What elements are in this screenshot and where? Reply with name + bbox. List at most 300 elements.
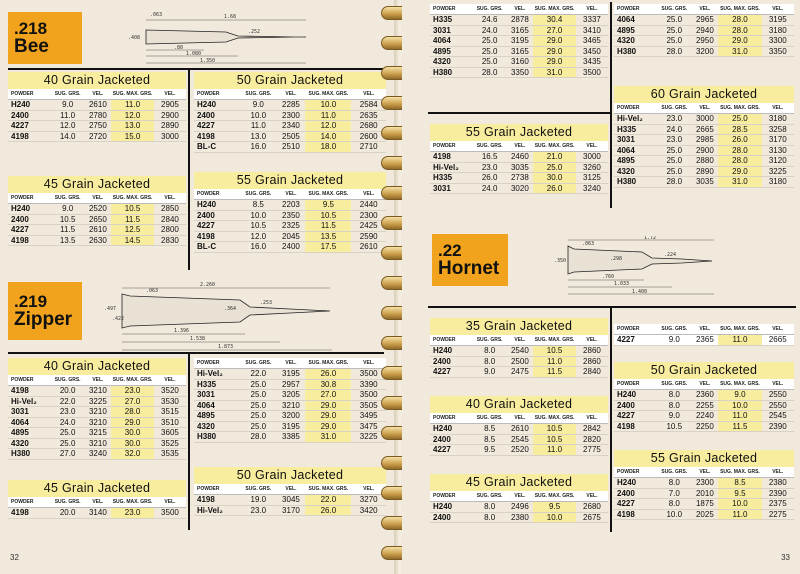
table-row — [430, 513, 608, 524]
table-row — [614, 411, 794, 422]
table-cell: H380 — [197, 432, 217, 441]
column-header: VEL. — [92, 91, 104, 97]
column-header: SUG. GRS. — [54, 195, 81, 201]
table-cell: 8.0 — [484, 502, 496, 511]
table-cell: 8.0 — [484, 356, 496, 366]
column-header: VEL. — [772, 6, 784, 12]
table-cell: 2840 — [583, 367, 601, 376]
table-cell: Hi-Vel₂ — [197, 369, 223, 378]
table-title: 35 Grain Jacketed — [430, 318, 608, 335]
table-cell: 3465 — [583, 36, 601, 45]
table-header — [8, 89, 186, 100]
table-cell: 3035 — [510, 162, 529, 172]
table-cell: 25.0 — [666, 156, 683, 165]
table-cell: Hi-Vel₂ — [433, 162, 459, 172]
column-header: SUG. MAX. GRS. — [112, 499, 153, 505]
table-cell: 30.0 — [111, 428, 154, 438]
table-cell: H335 — [197, 379, 217, 389]
table-cell: 26.0 — [305, 369, 351, 379]
table-row — [8, 386, 186, 397]
table-cell: 27.0 — [533, 26, 576, 36]
table-cell: 4198 — [197, 131, 215, 141]
caliber-number: .219 — [14, 292, 48, 311]
table-cell: 23.0 — [59, 407, 76, 416]
column-header: POWDER — [197, 91, 220, 97]
table-cell: 8.0 — [484, 512, 496, 522]
hornet-40gr-table — [430, 396, 608, 456]
dim-label: .422 — [112, 316, 125, 322]
cartridge-label-218-bee — [8, 12, 82, 64]
table-cell: 25.0 — [666, 15, 683, 24]
table-cell: 10.5 — [666, 421, 683, 431]
table-cell: 4320 — [11, 438, 29, 448]
table-cell: 3270 — [359, 495, 378, 504]
table-cell: 29.0 — [533, 47, 576, 57]
column-divider — [610, 2, 612, 208]
column-header: VEL. — [363, 360, 375, 366]
column-header: SUG. GRS. — [54, 91, 81, 97]
column-header: VEL. — [514, 6, 526, 12]
table-row — [430, 435, 608, 446]
table-row — [8, 225, 186, 236]
table-cell: 9.0 — [484, 367, 496, 376]
dim-label: 1.873 — [218, 344, 234, 350]
dim-label: 1.538 — [190, 336, 206, 342]
table-cell: 22.0 — [250, 369, 267, 378]
table-row — [430, 424, 608, 435]
left-page — [0, 0, 396, 574]
table-cell: 10.0 — [250, 110, 267, 120]
dim-label: .224 — [664, 252, 677, 258]
table-cell: 9.0 — [668, 335, 680, 344]
column-header: VEL. — [363, 191, 375, 197]
column-header: SUG. GRS. — [245, 486, 272, 492]
hornet-cartridge-drawing — [552, 236, 792, 298]
table-cell: 10.0 — [305, 100, 351, 110]
table-cell: 3420 — [359, 505, 378, 515]
table-title: 45 Grain Jacketed — [430, 474, 608, 491]
table-cell: 10.0 — [666, 509, 683, 519]
table-row — [430, 346, 608, 357]
table-cell: 3500 — [359, 390, 378, 399]
table-cell: 11.5 — [111, 215, 154, 225]
table-cell: 25.0 — [533, 163, 576, 173]
table-cell: 2496 — [510, 502, 529, 511]
column-header: SUG. MAX. GRS. — [534, 415, 575, 421]
column-header: SUG. GRS. — [245, 91, 272, 97]
table-cell: H240 — [433, 424, 453, 433]
column-header: POWDER — [11, 91, 34, 97]
table-cell: 4198 — [617, 421, 635, 431]
table-cell: 10.5 — [533, 346, 576, 356]
table-cell: 17.5 — [305, 242, 351, 252]
column-header: POWDER — [11, 195, 34, 201]
column-header: VEL. — [92, 195, 104, 201]
table-cell: 8.5 — [484, 424, 496, 433]
table-cell: 2590 — [359, 231, 378, 241]
column-header: VEL. — [285, 91, 297, 97]
table-cell: 3140 — [88, 508, 107, 517]
table-cell: 2440 — [359, 200, 378, 209]
table-cell: 3180 — [768, 25, 787, 35]
column-header: POWDER — [197, 191, 220, 197]
table-cell: 2860 — [583, 356, 601, 366]
table-row — [194, 495, 386, 506]
dim-label: .408 — [128, 35, 141, 41]
table-row — [194, 390, 386, 401]
table-cell: 3410 — [583, 25, 601, 35]
table-cell: 27.0 — [111, 397, 154, 407]
table-cell: 10.0 — [718, 499, 761, 509]
table-cell: H240 — [197, 100, 217, 109]
table-cell: 2965 — [695, 15, 714, 24]
table-cell: 27.0 — [305, 390, 351, 400]
table-cell: 19.0 — [250, 495, 267, 504]
table-cell: 2350 — [282, 210, 300, 220]
column-header: VEL. — [699, 469, 711, 475]
column-header: SUG. GRS. — [54, 499, 81, 505]
zipper-cont-table — [194, 358, 386, 443]
column-header: VEL. — [92, 499, 104, 505]
table-row — [194, 401, 386, 412]
table-cell: 2400 — [282, 242, 300, 251]
table-cell: 2340 — [282, 121, 300, 130]
table-cell: 3120 — [768, 156, 787, 165]
table-cell: 2710 — [359, 142, 378, 151]
table-cell: 2025 — [695, 509, 714, 519]
table-cell: 4227 — [433, 445, 451, 454]
table-cell: 24.6 — [481, 15, 498, 24]
table-row — [8, 418, 186, 429]
column-header: VEL. — [164, 195, 176, 201]
table-cell: 2475 — [510, 367, 529, 376]
table-cell: 3520 — [161, 386, 179, 395]
table-cell: 2325 — [282, 221, 300, 230]
column-header: SUG. GRS. — [661, 469, 688, 475]
table-cell: 2360 — [695, 390, 714, 399]
table-cell: 2630 — [88, 235, 107, 245]
table-cell: 8.5 — [484, 434, 496, 444]
table-header — [194, 358, 386, 369]
table-row — [614, 15, 794, 26]
table-cell: 3210 — [88, 438, 107, 448]
column-header: VEL. — [164, 377, 176, 383]
table-cell: 2255 — [695, 400, 714, 410]
table-cell: BL-C — [197, 142, 217, 151]
column-header: VEL. — [363, 486, 375, 492]
table-cell: 9.0 — [668, 411, 680, 420]
dim-label: .063 — [146, 288, 159, 294]
table-cell: 2842 — [583, 424, 601, 433]
table-cell: 3130 — [768, 145, 787, 155]
table-row — [8, 508, 186, 519]
dim-label: 1.400 — [632, 289, 648, 295]
column-header: POWDER — [433, 6, 456, 12]
table-cell: 3031 — [433, 183, 451, 193]
table-cell: 8.0 — [668, 400, 680, 410]
cartridge-label-219-zipper — [8, 282, 82, 340]
hornet-35gr-table — [430, 318, 608, 378]
table-cell: 2500 — [510, 356, 529, 366]
table-cell: 2300 — [282, 110, 300, 120]
table-cell: 23.0 — [666, 135, 683, 144]
table-cell: 11.0 — [533, 357, 576, 367]
table-row — [430, 47, 608, 58]
table-cell: 3530 — [161, 396, 179, 406]
table-header — [8, 375, 186, 386]
table-row — [430, 26, 608, 37]
table-cell: 9.0 — [252, 100, 264, 109]
table-row — [614, 422, 794, 433]
bee-cartridge-drawing — [126, 6, 322, 68]
table-header — [430, 141, 608, 152]
table-cell: 20.0 — [59, 386, 76, 395]
table-cell: 3160 — [510, 57, 529, 66]
table-cell: 32.0 — [111, 449, 154, 459]
table-row — [194, 411, 386, 422]
dim-label: 1.68 — [224, 14, 237, 20]
table-cell: 8.0 — [484, 346, 496, 355]
table-cell: 9.0 — [718, 390, 761, 400]
table-cell: 11.0 — [718, 510, 761, 520]
column-header: SUG. GRS. — [476, 143, 503, 149]
table-cell: 28.5 — [718, 125, 761, 135]
table-cell: 30.0 — [533, 173, 576, 183]
page-number: 33 — [781, 553, 790, 562]
table-cell: 23.0 — [666, 114, 683, 123]
table-cell: 2900 — [695, 145, 714, 155]
table-cell: 25.0 — [666, 25, 683, 35]
column-header: SUG. GRS. — [245, 360, 272, 366]
table-row — [430, 173, 608, 184]
table-cell: 3170 — [768, 135, 787, 144]
table-cell: 25.0 — [481, 36, 498, 45]
table-cell: 2890 — [161, 121, 179, 130]
table-cell: 28.0 — [718, 15, 761, 25]
table-row — [430, 15, 608, 26]
table-cell: 22.0 — [305, 495, 351, 505]
table-cell: 25.0 — [481, 46, 498, 56]
table-title: 50 Grain Jacketed — [614, 362, 794, 379]
table-cell: 3165 — [510, 25, 529, 35]
dim-label: .350 — [554, 258, 567, 264]
table-cell: 2400 — [197, 110, 215, 120]
table-cell: 25.0 — [666, 166, 683, 176]
table-header — [194, 189, 386, 200]
table-header — [430, 4, 608, 15]
table-cell: H380 — [617, 177, 637, 186]
table-cell: 7.0 — [668, 488, 680, 498]
table-title: 40 Grain Jacketed — [430, 396, 608, 413]
column-header: SUG. MAX. GRS. — [720, 381, 760, 387]
column-header: SUG. MAX. GRS. — [534, 6, 575, 12]
column-header: VEL. — [772, 469, 784, 475]
table-cell: 13.0 — [250, 131, 267, 141]
table-cell: 9.0 — [62, 204, 74, 213]
table-cell: H335 — [617, 124, 637, 134]
table-cell: 2390 — [768, 421, 787, 431]
table-row — [614, 135, 794, 146]
table-cell: 2045 — [282, 231, 300, 241]
table-row — [430, 357, 608, 368]
table-cell: 12.0 — [305, 121, 351, 131]
table-cell: 3020 — [510, 183, 529, 193]
table-cell: 10.0 — [718, 401, 761, 411]
table-cell: 4064 — [11, 417, 29, 427]
column-header: SUG. MAX. GRS. — [534, 143, 575, 149]
table-cell: 25.0 — [59, 438, 76, 448]
table-row — [614, 47, 794, 58]
table-cell: 14.0 — [305, 132, 351, 142]
column-header: POWDER — [617, 105, 640, 111]
table-row — [614, 489, 794, 500]
table-cell: 2240 — [695, 411, 714, 420]
table-cell: 23.0 — [111, 508, 154, 518]
table-cell: 3500 — [583, 67, 601, 77]
table-cell: 2375 — [768, 499, 787, 508]
table-cell: 2985 — [695, 135, 714, 144]
table-cell: 10.0 — [533, 513, 576, 523]
table-cell: 29.0 — [305, 401, 351, 411]
table-cell: 3125 — [583, 173, 601, 182]
table-cell: 3258 — [768, 124, 787, 134]
table-cell: 2380 — [768, 478, 787, 487]
dim-label: .063 — [150, 12, 163, 18]
table-cell: 25.0 — [250, 421, 267, 431]
table-title: 55 Grain Jacketed — [194, 172, 386, 189]
table-cell: 2400 — [433, 434, 451, 444]
dim-label: 1.350 — [200, 58, 216, 64]
table-row — [614, 478, 794, 489]
dim-label: 2.260 — [200, 282, 216, 288]
bee-45gr-table — [8, 176, 186, 246]
table-row — [8, 439, 186, 450]
table-cell: 2820 — [583, 434, 601, 444]
table-cell: 2900 — [161, 110, 179, 120]
column-header: SUG. GRS. — [476, 337, 503, 343]
table-cell: H240 — [433, 346, 453, 355]
table-cell: 2610 — [359, 242, 378, 251]
column-header: VEL. — [772, 105, 784, 111]
table-cell: 29.0 — [305, 422, 351, 432]
dim-label: 1.396 — [174, 328, 190, 334]
table-header — [8, 193, 186, 204]
table-header — [614, 379, 794, 390]
table-cell: 3225 — [359, 432, 378, 441]
table-cell: 25.0 — [250, 390, 267, 399]
table-cell: 3500 — [359, 369, 378, 378]
dim-label: .063 — [582, 241, 595, 247]
table-cell: 4198 — [197, 231, 215, 241]
table-cell: 4895 — [433, 46, 451, 56]
table-cell: 29.0 — [305, 411, 351, 421]
table-cell: 2380 — [510, 512, 529, 522]
table-cell: 2878 — [510, 15, 529, 24]
column-header: POWDER — [197, 486, 220, 492]
table-cell: 3045 — [282, 495, 300, 504]
table-cell: 2720 — [88, 131, 107, 141]
table-header — [614, 324, 794, 335]
table-row — [194, 100, 386, 111]
table-cell: 4227 — [433, 367, 451, 376]
table-cell: 29.0 — [718, 167, 761, 177]
table-cell: 4227 — [197, 121, 215, 130]
table-cell: 3210 — [88, 386, 107, 395]
table-cell: 25.0 — [666, 145, 683, 155]
bee-40gr-table — [8, 72, 186, 142]
table-cell: 23.0 — [250, 505, 267, 515]
table-cell: 4064 — [617, 145, 635, 155]
table-cell: 2890 — [695, 166, 714, 176]
table-row — [194, 200, 386, 211]
table-row — [194, 242, 386, 253]
table-cell: 10.5 — [111, 204, 154, 214]
table-cell: 2010 — [695, 488, 714, 498]
table-cell: 2665 — [768, 335, 787, 344]
table-title: 45 Grain Jacketed — [8, 480, 186, 497]
table-cell: 11.0 — [718, 411, 761, 421]
table-cell: 11.5 — [60, 225, 76, 234]
caliber-name: Zipper — [14, 309, 73, 330]
column-header: VEL. — [772, 326, 784, 332]
section-divider — [428, 112, 610, 114]
table-cell: 12.0 — [250, 231, 267, 241]
bee-60gr-table — [614, 86, 794, 188]
table-cell: 3210 — [88, 407, 107, 416]
table-title: 50 Grain Jacketed — [194, 467, 386, 484]
column-header: SUG. GRS. — [54, 377, 81, 383]
table-cell: 2545 — [768, 411, 787, 420]
table-cell: 2830 — [161, 235, 179, 245]
column-header: VEL. — [164, 91, 176, 97]
table-cell: 25.0 — [59, 428, 76, 437]
table-row — [8, 449, 186, 460]
table-cell: 3450 — [583, 46, 601, 56]
table-cell: 23.0 — [481, 162, 498, 172]
table-cell: 8.0 — [668, 390, 680, 399]
table-cell: 3260 — [583, 162, 601, 172]
table-cell: 3210 — [88, 417, 107, 427]
right-page — [402, 0, 800, 574]
table-cell: 31.0 — [533, 68, 576, 78]
column-header: VEL. — [699, 326, 711, 332]
table-cell: 2665 — [695, 124, 714, 134]
table-cell: 4198 — [11, 131, 29, 141]
table-cell: 28.0 — [481, 67, 498, 77]
table-cell: 11.5 — [305, 221, 351, 231]
table-cell: 2584 — [359, 100, 378, 109]
column-header: POWDER — [617, 326, 640, 332]
zipper-45gr-table — [8, 480, 186, 519]
table-cell: 29.0 — [111, 418, 154, 428]
table-cell: 29.0 — [718, 36, 761, 46]
table-row — [8, 236, 186, 247]
table-cell: 4198 — [11, 386, 29, 395]
table-cell: 2400 — [433, 512, 451, 522]
column-header: VEL. — [586, 337, 598, 343]
table-cell: 3337 — [583, 15, 601, 24]
table-cell: 10.5 — [305, 211, 351, 221]
table-row — [8, 121, 186, 132]
table-cell: 16.5 — [481, 152, 498, 161]
table-cell: 3350 — [510, 67, 529, 77]
table-cell: 18.0 — [305, 142, 351, 152]
table-cell: 12.5 — [111, 225, 154, 235]
column-header: SUG. MAX. GRS. — [308, 360, 349, 366]
table-cell: 2950 — [695, 36, 714, 45]
table-cell: 28.0 — [111, 407, 154, 417]
table-cell: 8.5 — [252, 200, 264, 209]
